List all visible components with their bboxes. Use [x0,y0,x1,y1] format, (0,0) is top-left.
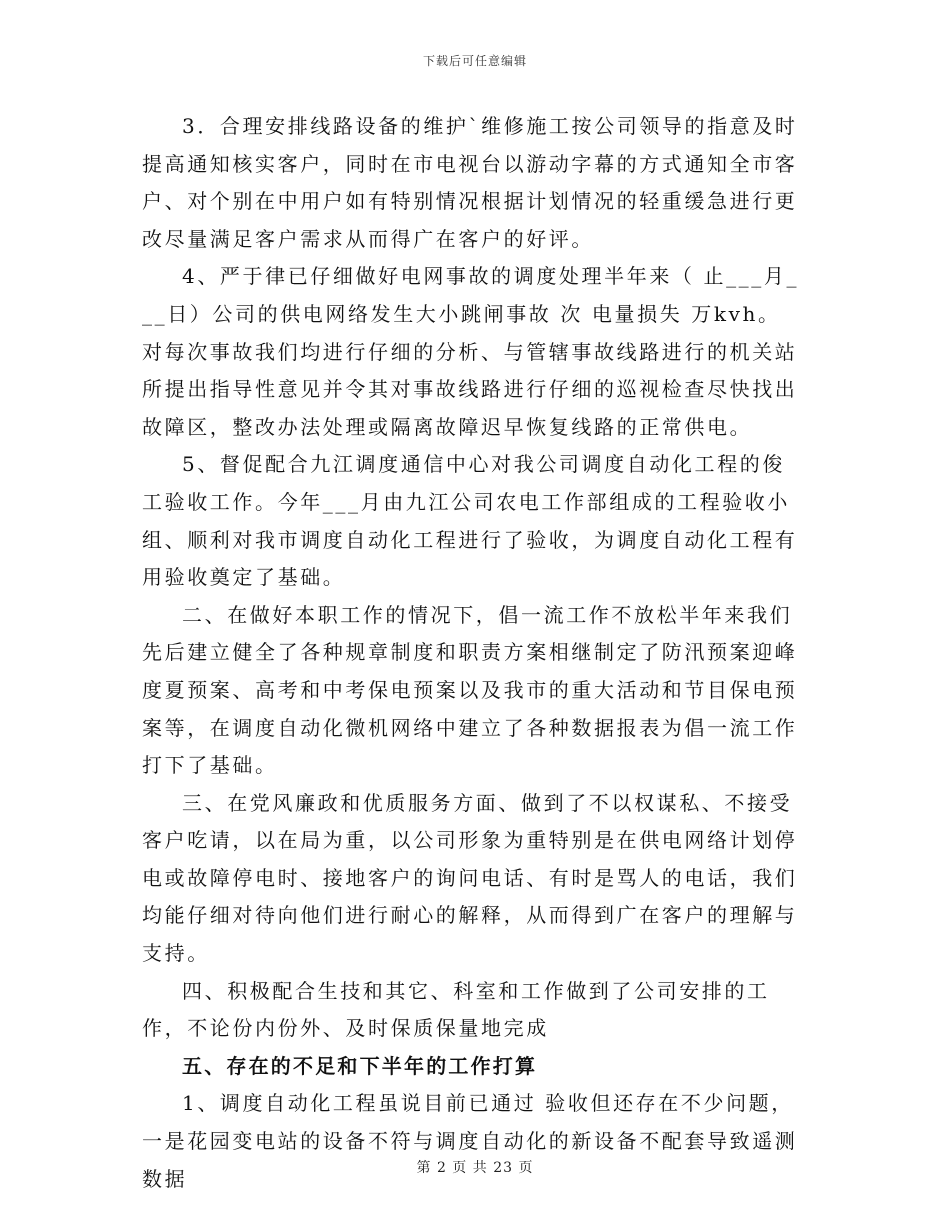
section-heading: 五、存在的不足和下半年的工作打算 [182,1053,538,1078]
paragraph-item-5: 5、督促配合九江调度通信中心对我公司调度自动化工程的俊工验收工作。今年___月由九江公司农电工作部组成的工程验收小组、顺利对我市调度自动化工程进行了验收，为调度自动化工程有用验收奠定了基础。 [142,452,798,590]
paragraph-item-4: 4、严于律已仔细做好电网事故的调度处理半年来（ 止___月___日）公司的供电网络发生大小跳闸事故 次 电量损失 万kvh。对每次事故我们均进行仔细的分析、与管辖事故线路进行的机关站所提出指导性意见并令其对事故线路进行仔细的巡视检查尽快找出故障区，整改办法处理或隔离故障迟早恢复线路的正常供电。 [142,264,800,439]
page-header: 下载后可任意编辑 [422,54,527,68]
paragraph-section-3: 三、在党风廉政和优质服务方面、做到了不以权谋私、不接受客户吃请，以在局为重，以公司形象为重特别是在供电网络计划停电或故障停电时、接地客户的询问电话、有时是骂人的电话，我们均能仔细对待向他们进行耐心的解释，从而得到广在客户的理解与支持。 [142,790,798,966]
paragraph-section-5-item-1: 1、调度自动化工程虽说目前已通过 验收但还存在不少问题，一是花园变电站的设备不符与调度自动化的新设备不配套导致遥测数据 [142,1091,798,1191]
paragraph-section-4: 四、积极配合生技和其它、科室和工作做到了公司安排的工作，不论份内份外、及时保质保量地完成 [142,978,770,1041]
page-footer: 第 2 页 共 23 页 [416,1160,534,1176]
paragraph-section-2: 二、在做好本职工作的情况下，倡一流工作不放松半年来我们先后建立健全了各种规章制度和职责方案相继制定了防汛预案迎峰度夏预案、高考和中考保电预案以及我市的重大活动和节目保电预案等，在调度自动化微机网络中建立了各种数据报表为倡一流工作打下了基础。 [142,602,798,778]
document-body [142,108,802,1198]
paragraph-item-3: 3．合理安排线路设备的维护`维修施工按公司领导的指意及时提高通知核实客户，同时在市电视台以游动字幕的方式通知全市客户、对个别在中用户如有特别情况根据计划情况的轻重缓急进行更改尽量满足客户需求从而得广在客户的好评。 [142,114,798,251]
